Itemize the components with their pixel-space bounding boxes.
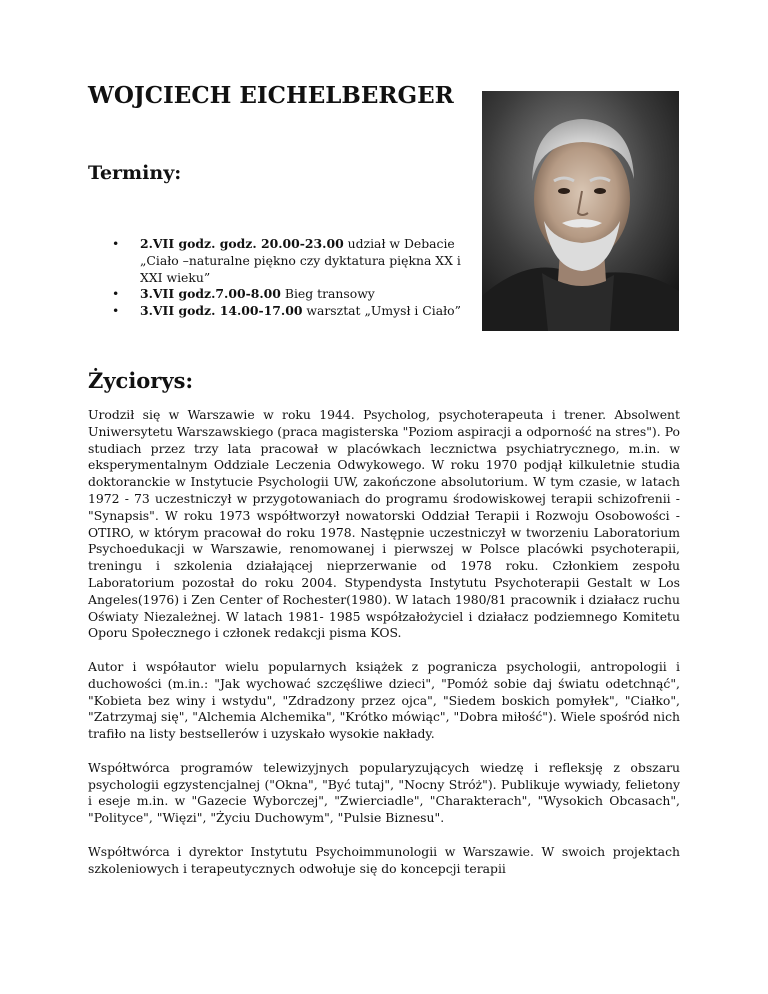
bio-paragraph: Urodził się w Warszawie w roku 1944. Psycholog, psychoterapeuta i trener. Absolwent Uniwersytetu Warszawskiego (praca magisterska "Poziom aspiracji a odporność na stres"). Po studiach przez trzy lata pracował w placówkach lecznictwa psychiatrycznego, m.in. w eksperymentalnym Oddziale Leczenia Odwykowego. W roku 1970 podjął kilkuletnie studia doktoranckie w Instytucie Psychologii UW, zakończone absolutorium. W tym czasie, w latach 1972 - 73 uczestniczył w przygotowaniach do programu środowiskowej terapii schizofrenii - "Synapsis". W roku 1973 współtworzył nowatorski Oddział Terapii i Rozwoju Osobowości - OTIRO, w którym pracował do roku 1978. Następnie uczestniczył w tworzeniu Laboratorium Psychoedukacji w Warszawie, renomowanej i pierwszej w Polsce placówki psychoterapii, treningu i szkolenia działającej nieprzerwanie od 1978 roku. Członkiem zespołu Laboratorium pozostał do roku 2004. Stypendysta Instytutu Psychoterapii Gestalt w Los Angeles(1976) i Zen Center of Rochester(1980). W latach 1980/81 pracownik i działacz ruchu Oświaty Niezależnej. W latach 1981- 1985 współzałożyciel i działacz podziemnego Komitetu Oporu Społecznego i członek redakcji pisma KOS. xyxy=(88,407,680,641)
term-date: 3.VII godz. 14.00-17.00 xyxy=(140,303,303,319)
terms-heading: Terminy: xyxy=(88,162,182,184)
term-date: 2.VII godz. godz. 20.00-23.00 xyxy=(140,236,344,251)
term-description: Bieg transowy xyxy=(280,286,375,302)
term-description: udział w Debacie „Ciało –naturalne piękno czy dyktatura piękna XX i XXI wieku” xyxy=(140,236,461,285)
bullet-icon: • xyxy=(112,303,120,319)
list-item xyxy=(112,303,474,320)
list-item xyxy=(112,236,474,286)
bio-paragraph: Współtwórca i dyrektor Instytutu Psychoimmunologii w Warszawie. W swoich projektach szkoleniowych i terapeutycznych odwołuje się do koncepcji terapii xyxy=(88,843,680,876)
page-title: WOJCIECH EICHELBERGER xyxy=(88,82,454,109)
terms-list xyxy=(112,236,474,320)
bio-paragraph: Autor i współautor wielu popularnych książek z pogranicza psychologii, antropologii i duchowości (m.in.: "Jak wychować szczęśliwe dzieci", "Pomóż sobie daj światu odetchnąć", "Kobieta bez winy i wstydu", "Zdradzony przez ojca", "Siedem boskich pomyłek", "Ciałko", "Zatrzymaj się", "Alchemia Alchemika", "Krótko mówiąc", "Dobra miłość"). Wiele spośród nich trafiło na listy bestsellerów i uzyskało wysokie nakłady. xyxy=(88,658,680,742)
bio-text xyxy=(88,407,680,894)
bullet-icon: • xyxy=(112,236,120,251)
bio-paragraph: Współtwórca programów telewizyjnych popularyzujących wiedzę i refleksję z obszaru psychologii egzystencjalnej ("Okna", "Być tutaj", "Nocny Stróż"). Publikuje wywiady, felietony i eseje m.in. w "Gazecie Wyborczej", "Zwierciadle", "Charakterach", "Wysokich Obcasach", "Polityce", "Więzi", "Życiu Duchowym", "Pulsie Biznesu". xyxy=(88,759,680,826)
list-item xyxy=(112,286,474,303)
term-description: warsztat „Umysł i Ciało” xyxy=(302,303,461,319)
portrait-photo xyxy=(482,91,679,331)
bullet-icon: • xyxy=(112,286,120,302)
term-date: 3.VII godz.7.00-8.00 xyxy=(140,286,281,302)
bio-heading: Życiorys: xyxy=(88,368,194,393)
